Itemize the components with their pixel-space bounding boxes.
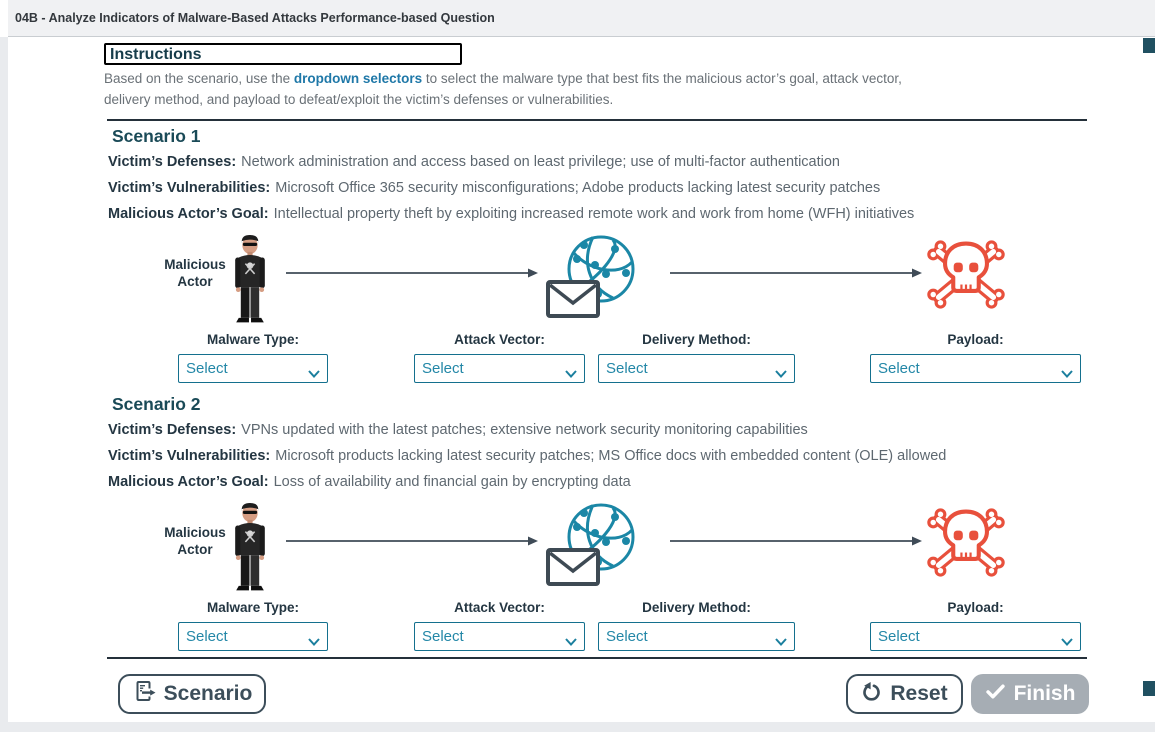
skull-crossbones-icon — [925, 238, 1007, 316]
instructions-text — [104, 69, 939, 110]
scenario2-delivery-method-select[interactable] — [598, 622, 795, 651]
check-icon — [985, 681, 1006, 708]
scenario-button-label: Scenario — [163, 682, 253, 705]
reset-icon — [861, 681, 882, 708]
finish-button[interactable] — [971, 674, 1089, 714]
defenses-label: Victim’s Defenses: — [108, 422, 237, 438]
malware-type-label: Malware Type: — [206, 332, 300, 347]
malicious-actor-icon — [228, 234, 272, 331]
attack-vector-label: Attack Vector: — [454, 600, 545, 615]
instructions-text-suffix: to select the malware type that best fits the malicious actor’s goal, attack vector, delivery method, and payload to defeat/exploit the victim’s defenses or vulnerabilities. — [104, 71, 902, 107]
scrollbar-top-marker[interactable] — [1143, 38, 1155, 53]
scenario2-attack-vector-select[interactable] — [414, 622, 585, 651]
instructions-text-prefix: Based on the scenario, use the — [104, 71, 294, 86]
flow-arrow-icon — [286, 534, 538, 552]
scenario-button[interactable] — [118, 674, 266, 714]
page-title: 04B - Analyze Indicators of Malware-Based Attacks Performance-based Question — [15, 11, 495, 25]
malicious-actor-label: Malicious Actor — [164, 525, 226, 557]
flow-arrow-icon — [286, 266, 538, 284]
malicious-actor-icon — [228, 502, 272, 599]
victims-defenses-line — [108, 422, 808, 438]
scenario1-payload-select[interactable] — [870, 354, 1081, 383]
bottom-gutter — [0, 722, 1155, 732]
file-export-icon — [132, 679, 156, 709]
skull-crossbones-icon — [925, 506, 1007, 584]
victims-defenses-line — [108, 154, 840, 170]
scenario1-malware-type-select[interactable] — [178, 354, 328, 383]
instructions-heading-box — [104, 43, 462, 65]
envelope-icon — [548, 550, 598, 584]
goal-value: Loss of availability and financial gain by encrypting data — [273, 474, 631, 490]
vulnerabilities-value: Microsoft Office 365 security misconfigurations; Adobe products lacking latest security patches — [275, 180, 881, 196]
victims-vulnerabilities-line — [108, 448, 946, 464]
section-divider-top — [107, 119, 1087, 121]
victims-vulnerabilities-line — [108, 180, 880, 196]
window-title-bar — [8, 0, 1155, 37]
goal-value: Intellectual property theft by exploiting increased remote work and work from home (WFH) initiatives — [273, 206, 915, 222]
goal-label: Malicious Actor’s Goal: — [108, 474, 269, 490]
network-globe-envelope-icon — [543, 232, 643, 325]
flow-arrow-icon — [670, 266, 922, 284]
dropdown-selectors-emphasis: dropdown selectors — [293, 71, 423, 86]
finish-button-label: Finish — [1013, 682, 1076, 705]
scenario2-malware-type-select[interactable] — [178, 622, 328, 651]
delivery-method-label: Delivery Method: — [642, 332, 751, 347]
scenario2-payload-select[interactable] — [870, 622, 1081, 651]
delivery-method-label: Delivery Method: — [642, 600, 751, 615]
defenses-value: Network administration and access based on least privilege; use of multi-factor authentication — [241, 154, 840, 170]
reset-button[interactable] — [846, 674, 963, 714]
network-globe-envelope-icon — [543, 500, 643, 593]
vulnerabilities-value: Microsoft products lacking latest security patches; MS Office docs with embedded content (OLE) allowed — [275, 448, 947, 464]
malicious-actor-label: Malicious Actor — [164, 257, 226, 289]
vulnerabilities-label: Victim’s Vulnerabilities: — [108, 448, 271, 464]
scrollbar-bottom-marker[interactable] — [1143, 681, 1155, 696]
flow-arrow-icon — [670, 534, 922, 552]
scenario1-attack-vector-select[interactable] — [414, 354, 585, 383]
scenario-1-title: Scenario 1 — [112, 126, 201, 146]
attack-vector-label: Attack Vector: — [454, 332, 545, 347]
payload-label: Payload: — [947, 600, 1004, 615]
defenses-label: Victim’s Defenses: — [108, 154, 237, 170]
malicious-actors-goal-line — [108, 206, 914, 222]
vulnerabilities-label: Victim’s Vulnerabilities: — [108, 180, 271, 196]
payload-label: Payload: — [947, 332, 1004, 347]
scenario-2-title: Scenario 2 — [112, 394, 201, 414]
malware-type-label: Malware Type: — [206, 600, 300, 615]
defenses-value: VPNs updated with the latest patches; extensive network security monitoring capabilities — [241, 422, 808, 438]
scenario1-delivery-method-select[interactable] — [598, 354, 795, 383]
reset-button-label: Reset — [890, 682, 948, 705]
instructions-heading: Instructions — [110, 46, 202, 63]
goal-label: Malicious Actor’s Goal: — [108, 206, 269, 222]
section-divider-bottom — [107, 657, 1087, 659]
scenario-2-section — [0, 394, 1155, 654]
envelope-icon — [548, 282, 598, 316]
malicious-actors-goal-line — [108, 474, 631, 490]
scenario-1-section — [0, 126, 1155, 386]
